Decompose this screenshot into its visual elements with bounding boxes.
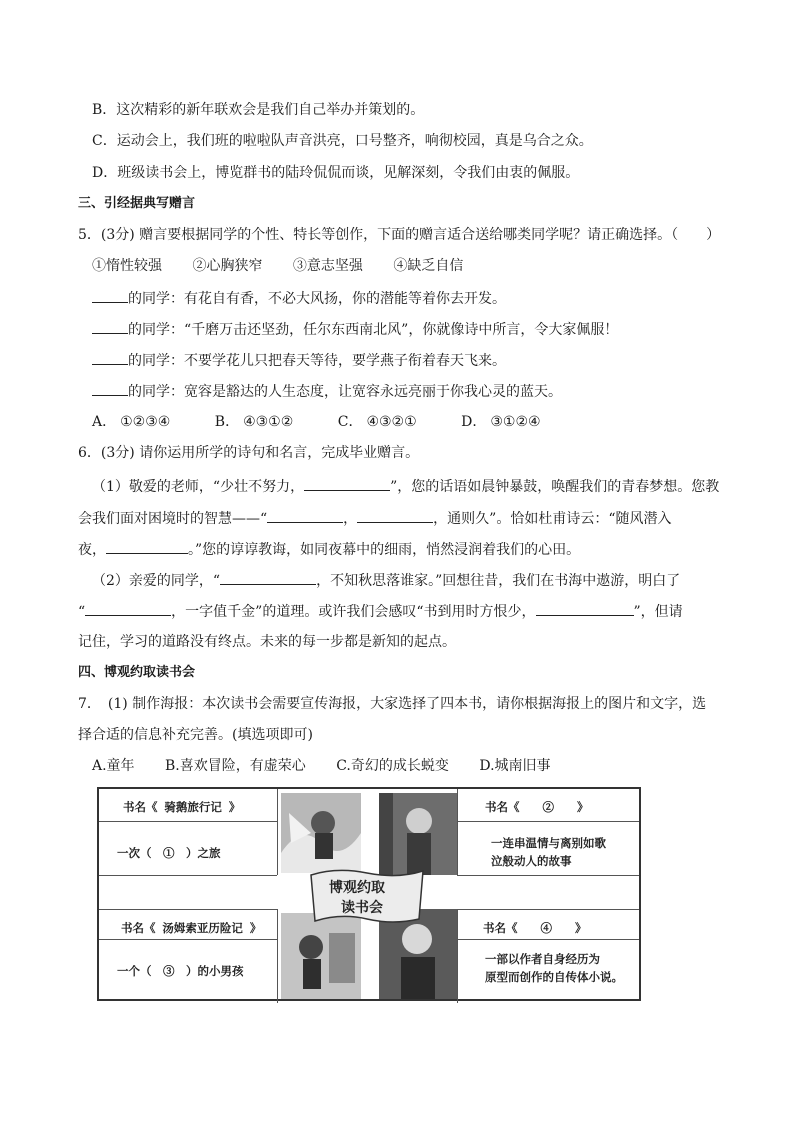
q5-item <box>92 350 506 371</box>
answer-blank[interactable] <box>92 350 128 365</box>
reading-poster <box>97 787 641 1001</box>
q5-item <box>92 381 562 402</box>
book-title-2: 书名《 ② 》 <box>485 800 589 814</box>
book-desc-2a: 一连串温情与离别如歌 <box>491 836 606 850</box>
book-illustration-1 <box>281 793 361 873</box>
choice-d[interactable]: D． ③①②④ <box>461 414 541 430</box>
q5-stem: 5．(3分) 赠言要根据同学的个性、特长等创作，下面的赠言适合送给哪类同学呢？请正确选择。（ ） <box>78 227 721 243</box>
book-desc-2b: 泣般动人的故事 <box>491 854 572 868</box>
poster-banner <box>307 867 427 925</box>
info-option: B.喜欢冒险，有虚荣心 <box>165 758 306 774</box>
banner-line-1: 博观约取 <box>329 880 385 896</box>
q7-line: 择合适的信息补充完善。(填选项即可) <box>78 727 313 743</box>
section-3-heading: 三、引经据典写赠言 <box>78 196 196 211</box>
info-option: C.奇幻的成长蜕变 <box>336 758 449 774</box>
choice-b[interactable]: B． ④③①② <box>214 414 294 430</box>
answer-blank[interactable] <box>220 570 316 585</box>
q6-line: （2）亲爱的同学，“ ，不知秋思落谁家。”回想往昔，我们在书海中遨游，明白了 <box>92 570 680 591</box>
book-desc-3: 一个（ ③ ）的小男孩 <box>117 964 244 978</box>
q7-line: 7． (1) 制作海报：本次读书会需要宣传海报，大家选择了四本书，请你根据海报上的图片和文字，选 <box>78 696 707 712</box>
book-title-4: 书名《 ④ 》 <box>483 921 587 935</box>
option-b: B．这次精彩的新年联欢会是我们自己举办并策划的。 <box>92 102 425 118</box>
answer-blank[interactable] <box>92 288 128 303</box>
answer-blank[interactable] <box>106 539 188 554</box>
book-illustration-3 <box>281 913 361 999</box>
q5-item-text: 的同学：宽容是豁达的人生态度，让宽容永远亮丽于你我心灵的蓝天。 <box>128 384 562 400</box>
q5-item-text: 的同学：不要学花儿只把春天等待，要学燕子衔着春天飞来。 <box>128 353 506 369</box>
q5-item <box>92 319 618 340</box>
book-illustration-2 <box>379 793 457 875</box>
q7-info-options <box>92 756 577 776</box>
choice-a[interactable]: A． ①②③④ <box>92 414 171 430</box>
answer-blank[interactable] <box>92 381 128 396</box>
q5-item <box>92 288 506 309</box>
trait-option: ④缺乏自信 <box>393 258 464 274</box>
q6-line: 会我们面对困境时的智慧——“ ， ，通则久”。恰如杜甫诗云：“随风潜入 <box>78 508 672 529</box>
info-option: D.城南旧事 <box>479 758 551 774</box>
q5-item-text: 的同学：“千磨万击还坚劲，任尔东西南北风”，你就像诗中所言，令大家佩服！ <box>128 322 619 338</box>
answer-blank[interactable] <box>357 508 433 523</box>
answer-blank[interactable] <box>85 601 171 616</box>
book-desc-1: 一次（ ① ）之旅 <box>117 846 221 860</box>
q6-line: 夜， 。”您的谆谆教诲，如同夜幕中的细雨，悄然浸润着我们的心田。 <box>78 539 580 560</box>
option-d: D．班级读书会上，博览群书的陆玲侃侃而谈，见解深刻，令我们由衷的佩服。 <box>92 165 580 181</box>
book-title-1: 书名《 骑鹅旅行记 》 <box>123 800 241 814</box>
q5-answer-choices <box>92 412 581 432</box>
q6-line: 记住，学习的道路没有终点。未来的每一步都是新知的起点。 <box>78 634 456 650</box>
q6-line: “ ，一字值千金”的道理。或许我们会感叹“书到用时方恨少， ”，但请 <box>78 601 683 622</box>
q5-trait-options <box>92 256 489 276</box>
q5-item-text: 的同学：有花自有香，不必大风扬，你的潜能等着你去开发。 <box>128 291 506 307</box>
book-desc-4b: 原型而创作的自传体小说。 <box>485 970 623 984</box>
q6-line: （1）敬爱的老师，“少壮不努力， ”，您的话语如晨钟暴鼓，唤醒我们的青春梦想。您教 <box>92 476 719 497</box>
trait-option: ①惰性较强 <box>92 258 162 274</box>
trait-option: ②心胸狭窄 <box>192 258 263 274</box>
answer-blank[interactable] <box>536 601 634 616</box>
choice-c[interactable]: C． ④③②① <box>337 414 417 430</box>
section-4-heading: 四、博观约取读书会 <box>78 665 196 680</box>
book-title-3: 书名《 汤姆索亚历险记 》 <box>121 921 262 935</box>
book-desc-4a: 一部以作者自身经历为 <box>485 952 600 966</box>
info-option: A.童年 <box>92 758 135 774</box>
answer-blank[interactable] <box>92 319 128 334</box>
option-c: C．运动会上，我们班的啦啦队声音洪亮，口号整齐，响彻校园，真是乌合之众。 <box>92 133 593 149</box>
trait-option: ③意志坚强 <box>292 258 363 274</box>
banner-line-2: 读书会 <box>341 900 383 916</box>
answer-blank[interactable] <box>304 476 390 491</box>
q6-stem: 6．(3分) 请你运用所学的诗句和名言，完成毕业赠言。 <box>78 445 420 461</box>
answer-blank[interactable] <box>267 508 343 523</box>
